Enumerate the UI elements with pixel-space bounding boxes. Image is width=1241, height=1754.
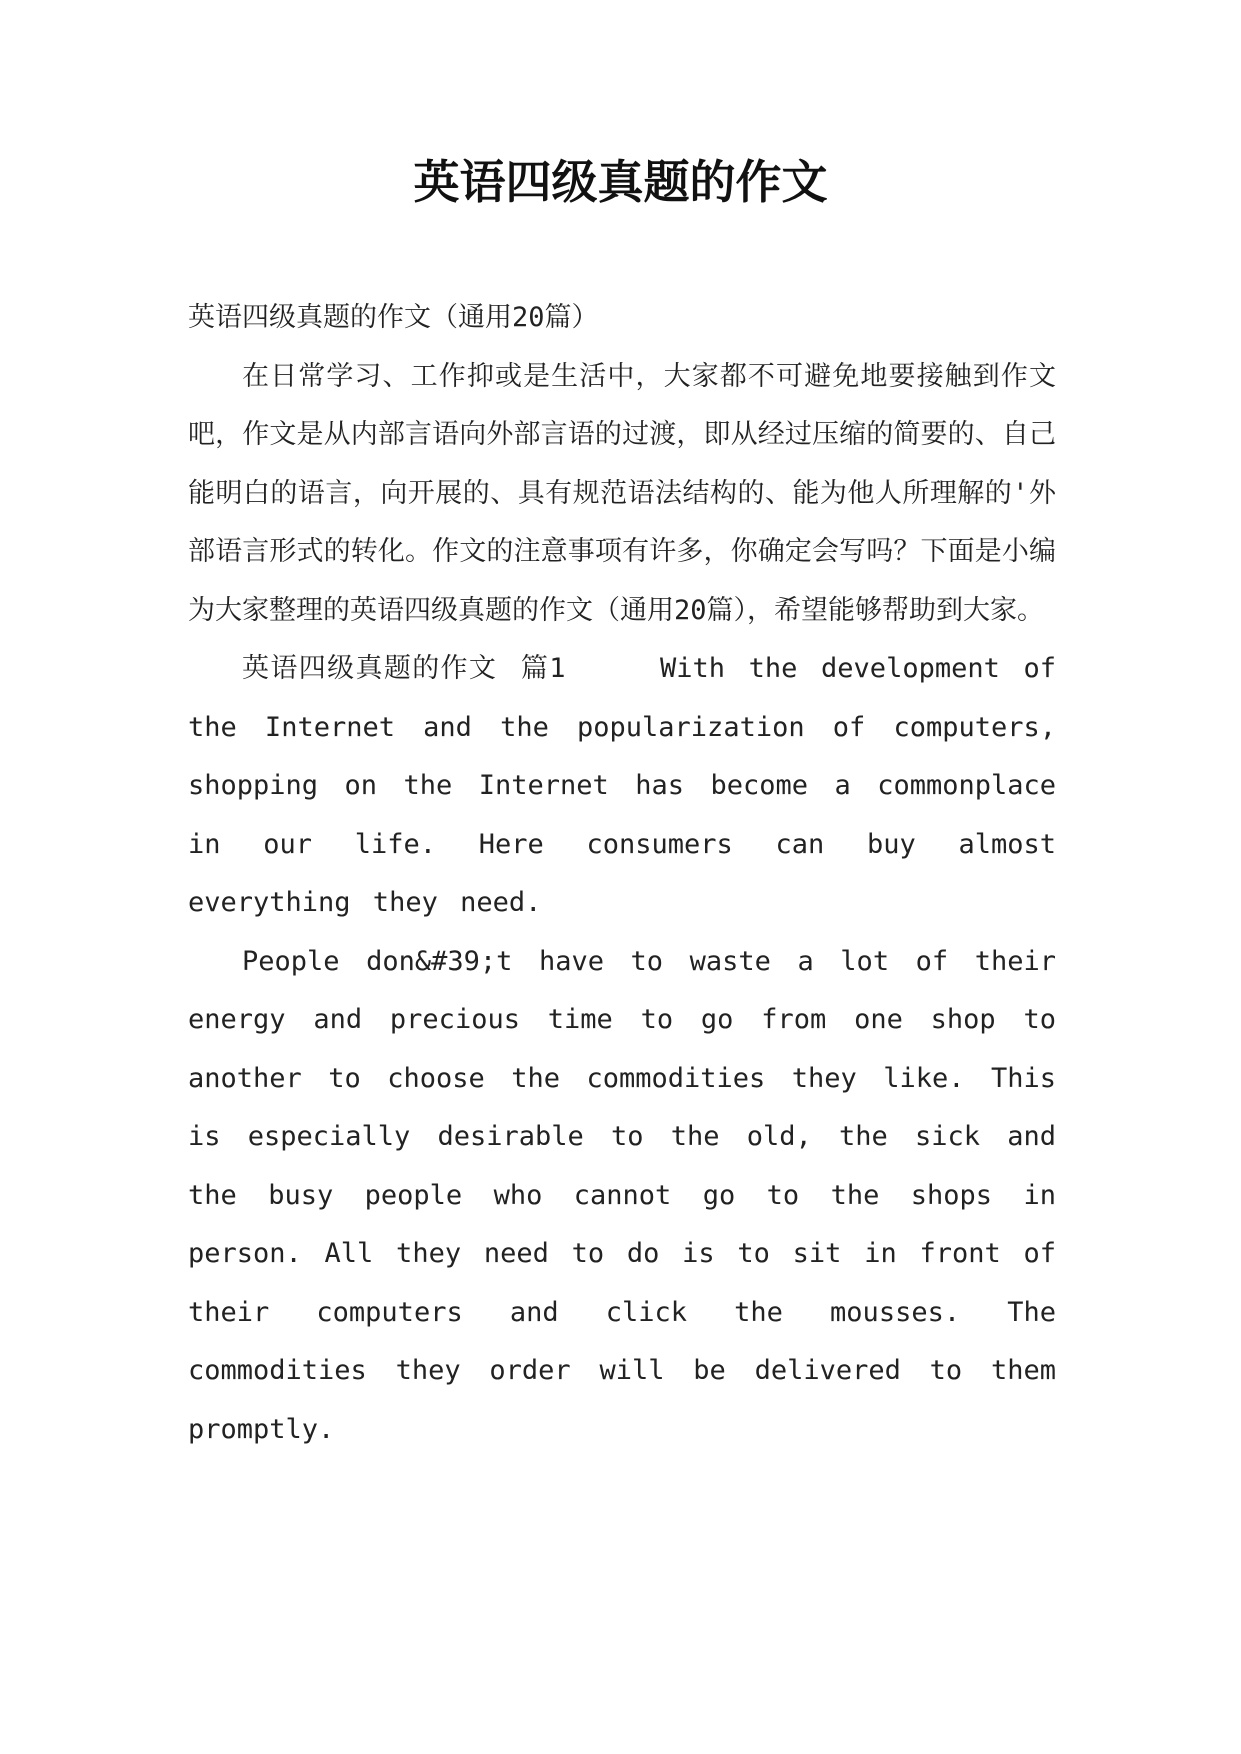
essay-paragraph-2: People don&#39;t have to waste a lot of their energy and precious time to go from one shop to another to choose the commodities they like. This is especially desirable to the old, the sick and the busy people who cannot go to the shops in person. All they need to do is to sit in front of their computers and click the mousses. The commodities they order will be delivered to them promptly. <box>188 945 1056 1445</box>
document-body <box>188 289 1056 1459</box>
document-subtitle: 英语四级真题的作文（通用20篇） <box>188 302 599 333</box>
document-title: 英语四级真题的作文 <box>413 155 828 209</box>
essay-heading: 英语四级真题的作文 篇1 <box>242 653 566 684</box>
essay-paragraph-1-text: With the development of the Internet and the popularization of computers, shopping on the Internet has become a commonplace in our life. Here consumers can buy almost everything they need. <box>188 653 1056 918</box>
intro-paragraph: 在日常学习、工作抑或是生活中，大家都不可避免地要接触到作文吧，作文是从内部言语向外部言语的过渡，即从经过压缩的简要的、自己能明白的语言，向开展的、具有规范语法结构的、能为他人所理解的'外部语言形式的转化。作文的注意事项有许多，你确定会写吗？下面是小编为大家整理的英语四级真题的作文（通用20篇），希望能够帮助到大家。 <box>188 360 1056 626</box>
essay-paragraph-1 <box>188 640 1056 933</box>
